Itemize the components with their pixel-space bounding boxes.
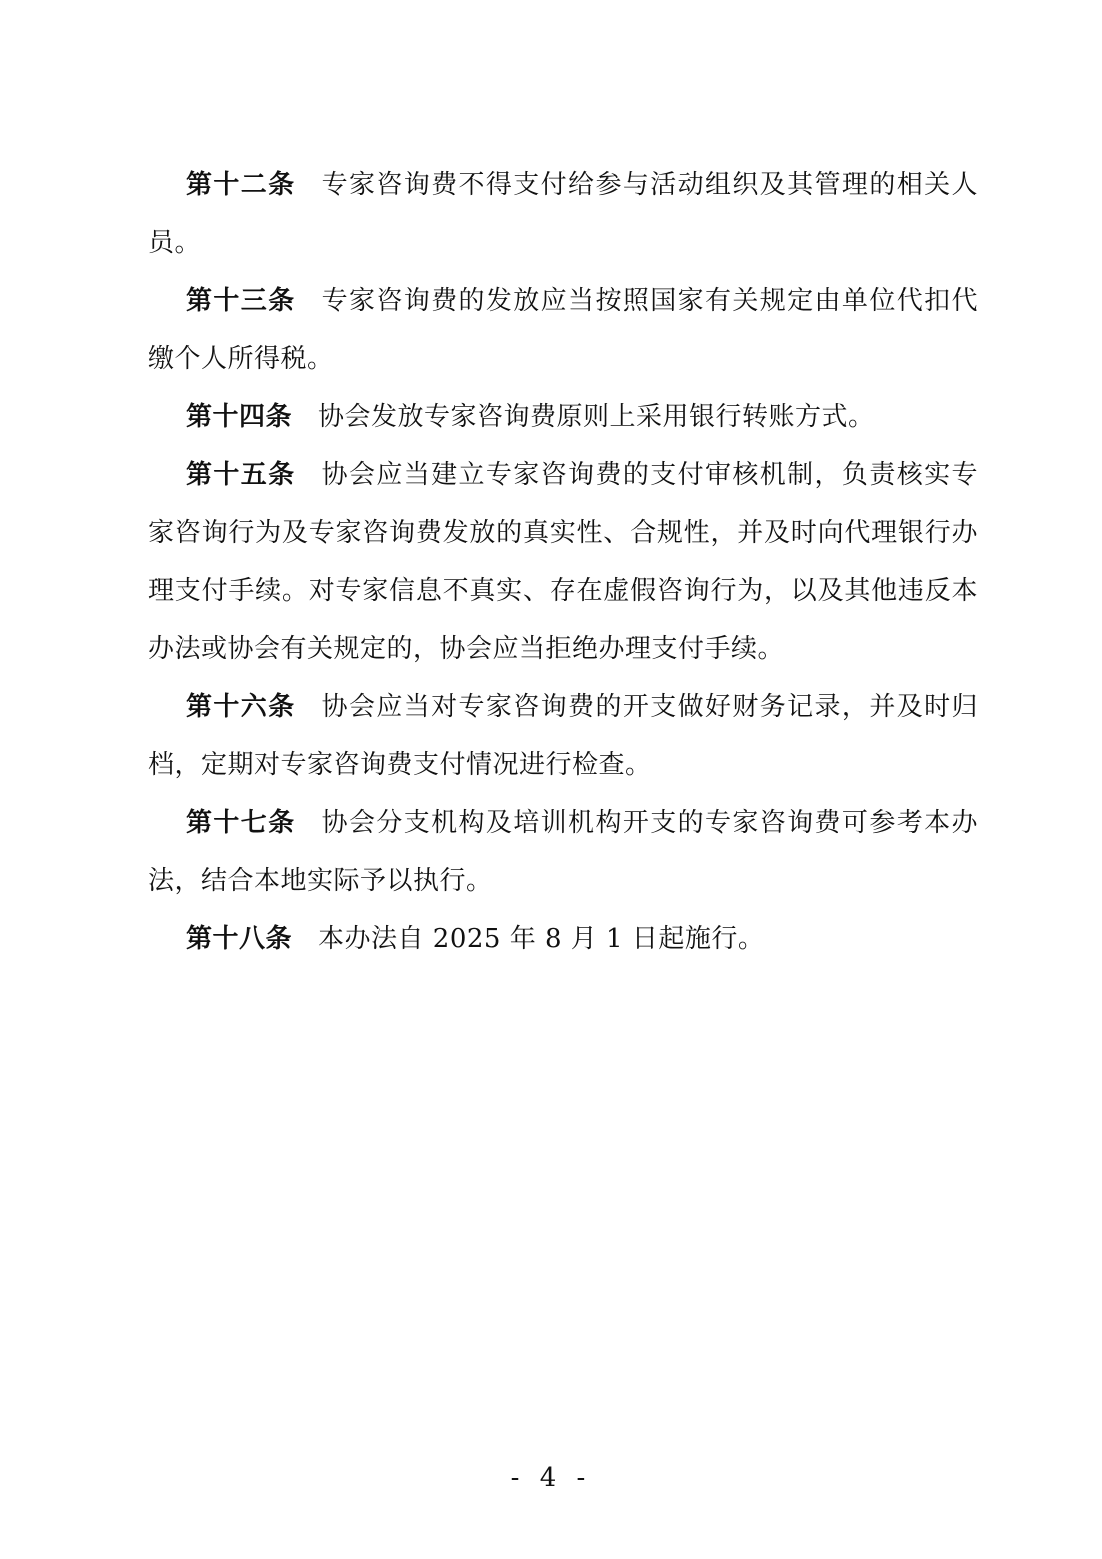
article-text: 协会应当建立专家咨询费的支付审核机制，负责核实专家咨询行为及专家咨询费发放的真实性、合规性，并及时向代理银行办理支付手续。对专家信息不真实、存在虚假咨询行为，以及其他违反本办法或协会有关规定的，协会应当拒绝办理支付手续。 [148, 460, 978, 664]
article-text: 专家咨询费不得支付给参与活动组织及其管理的相关人员。 [148, 170, 978, 258]
article-text: 专家咨询费的发放应当按照国家有关规定由单位代扣代缴个人所得税。 [148, 286, 978, 374]
article-number: 第十二条 [186, 170, 296, 200]
article-12 [148, 156, 978, 272]
article-13 [148, 272, 978, 388]
article-number: 第十三条 [186, 286, 296, 316]
article-number: 第十六条 [186, 692, 296, 722]
article-text: 协会分支机构及培训机构开支的专家咨询费可参考本办法，结合本地实际予以执行。 [148, 808, 978, 896]
article-number: 第十七条 [186, 808, 296, 838]
article-text: 本办法自 2025 年 8 月 1 日起施行。 [318, 924, 765, 954]
article-18 [148, 910, 978, 968]
article-15 [148, 446, 978, 678]
article-text: 协会应当对专家咨询费的开支做好财务记录，并及时归档，定期对专家咨询费支付情况进行检查。 [148, 692, 978, 780]
article-text: 协会发放专家咨询费原则上采用银行转账方式。 [318, 402, 875, 432]
article-number: 第十八条 [186, 924, 293, 954]
article-16 [148, 678, 978, 794]
page-number: - 4 - [510, 1463, 592, 1493]
article-number: 第十五条 [186, 460, 296, 490]
article-number: 第十四条 [186, 402, 293, 432]
article-14 [148, 388, 978, 446]
document-body [148, 156, 978, 968]
article-17 [148, 794, 978, 910]
